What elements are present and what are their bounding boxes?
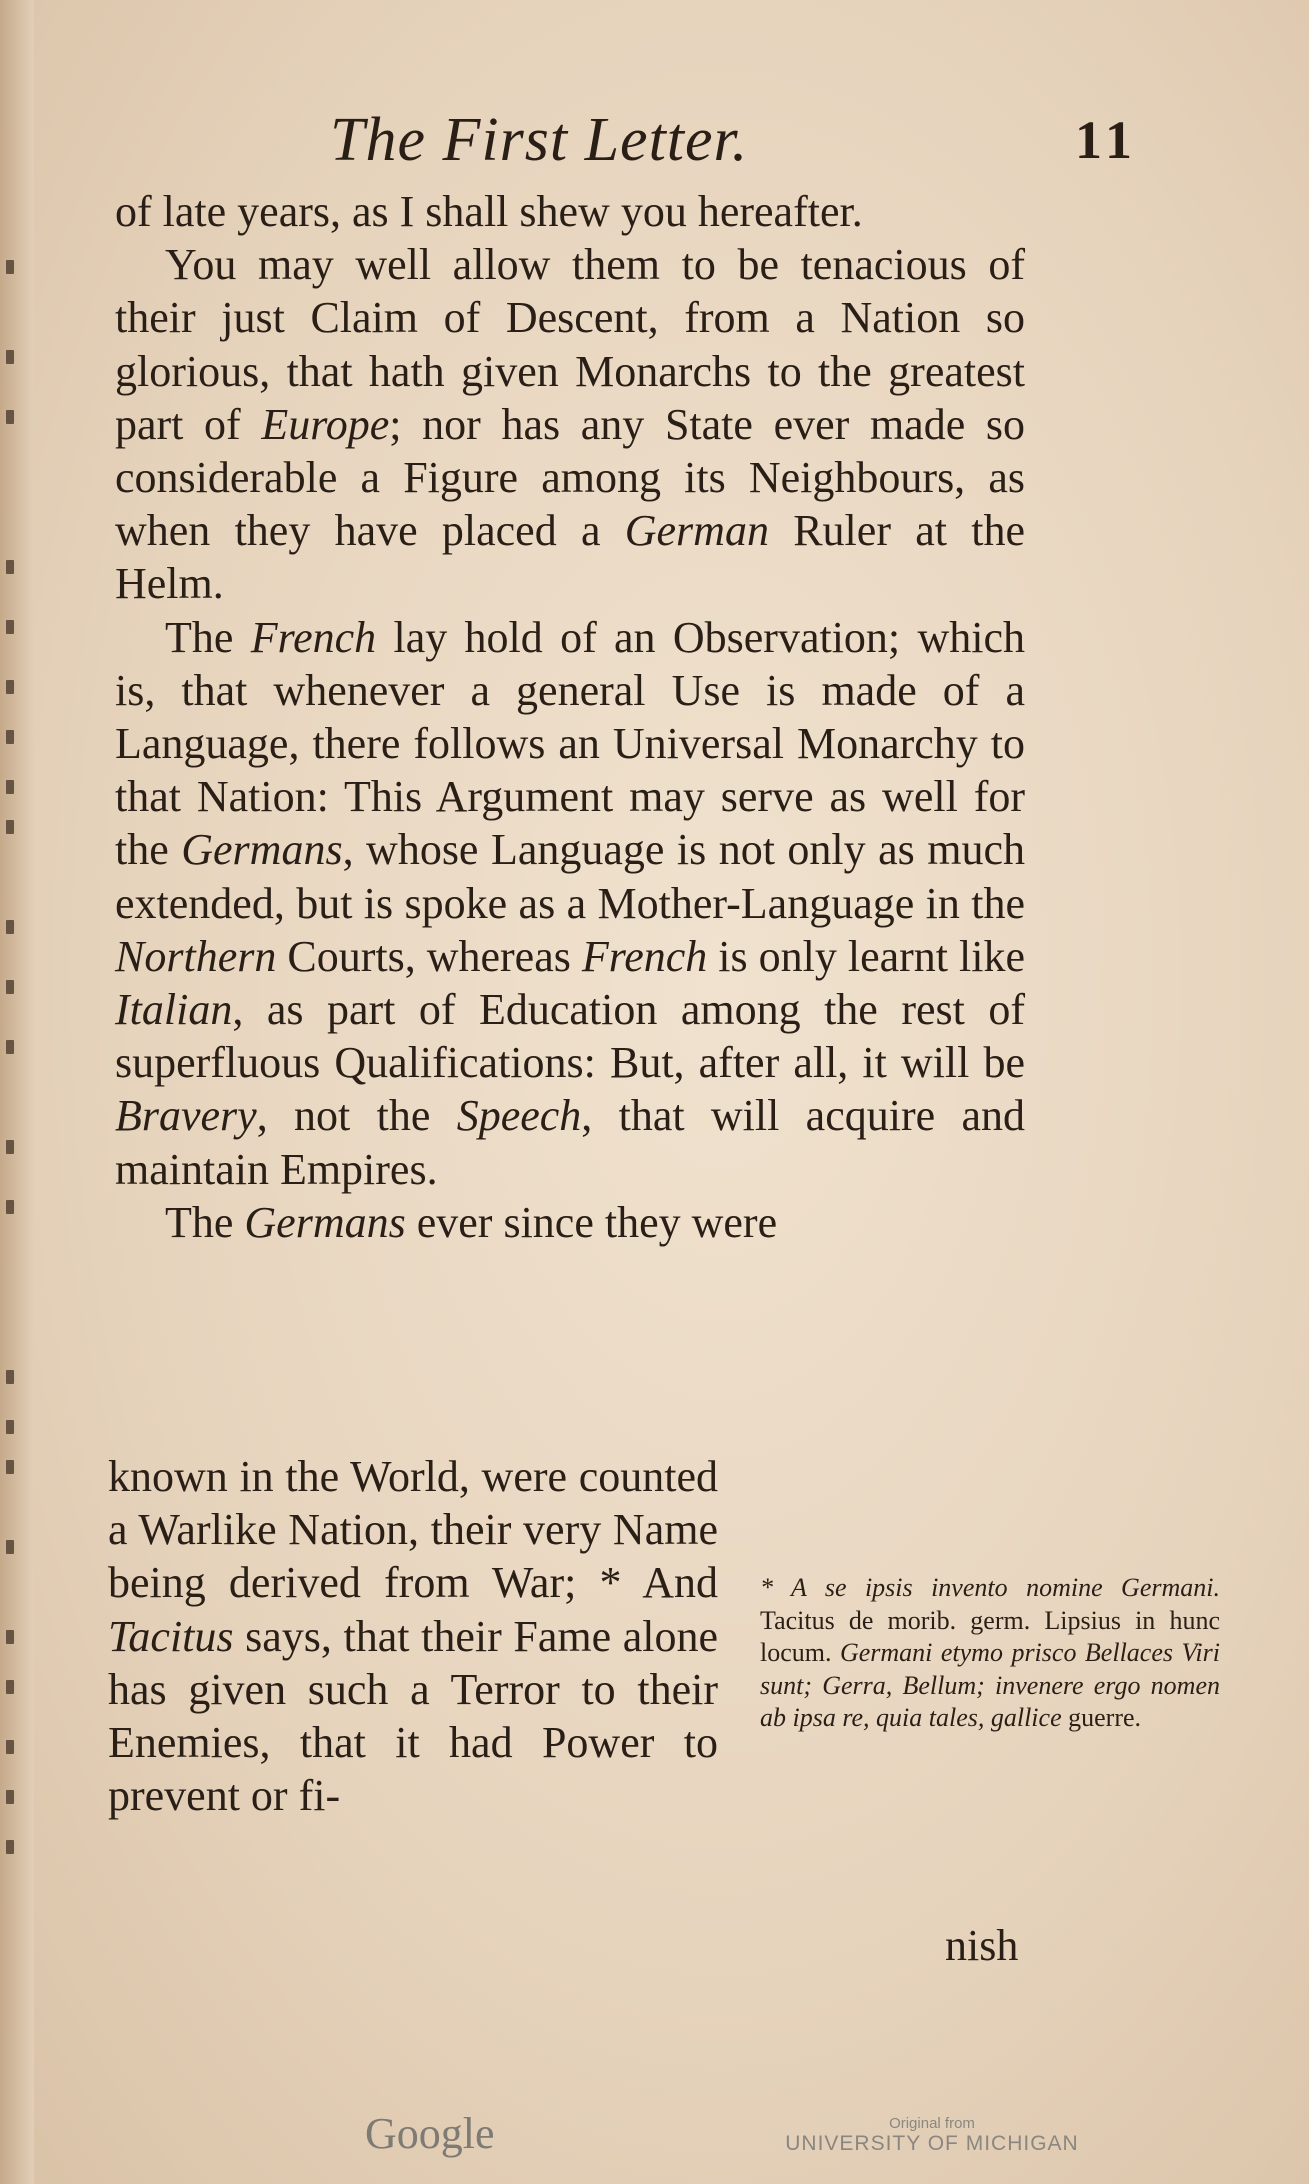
main-text [115, 185, 1025, 1249]
library-watermark-small: Original from [889, 2115, 975, 2132]
page-number: 11 [1075, 110, 1139, 170]
paragraph-3: The French lay hold of an Observation; which is, that whenever a general Use is made of a Language, there follows an Universal Monarchy to that Nation: This Argument may serve as well for the Germans, whose Language is not only as much extended, but is spoke as a Mother-Language in the Northern Courts, whereas French is only learnt like Italian, as part of Education among the rest of superfluous Qualifications: But, after all, it will be Bravery, not the Speech, that will acquire and maintain Empires. [115, 612, 1026, 1194]
catchword: nish [945, 1921, 1019, 1970]
paragraph-4-continued: known in the World, were counted a Warlike Nation, their very Name being derived from War; * And Tacitus says, that their Fame alone has given such a Terror to their Enemies, that it had Power to prevent or fi- [108, 1452, 718, 1821]
side-footnote: * A se ipsis invento nomine Germani. Tacitus de morib. germ. Lipsius in hunc locum. Germani etymo prisco Bellaces Viri sunt; Gerra, Bellum; invenere ergo nomen ab ipsa re, quia tales, gallice guerre. [760, 1573, 1220, 1732]
facing-page-bleed-marks [6, 260, 26, 1960]
paragraph-1: of late years, as I shall shew you hereafter. [115, 187, 863, 236]
library-watermark [772, 2115, 1092, 2175]
paragraph-2: You may well allow them to be tenacious of their just Claim of Descent, from a Nation so glorious, that hath given Monarchs to the greatest part of Europe; nor has any State ever made so considerable a Figure among its Neighbours, as when they have placed a German Ruler at the Helm. [115, 240, 1026, 609]
library-watermark-name: UNIVERSITY OF MICHIGAN [785, 2132, 1079, 2155]
main-text-narrow-column [108, 1450, 718, 1822]
running-head-title: The First Letter. [330, 106, 749, 174]
paragraph-4-intro: The Germans ever since they were [165, 1197, 778, 1247]
google-watermark: Google [365, 2109, 495, 2158]
running-head [0, 100, 1309, 180]
